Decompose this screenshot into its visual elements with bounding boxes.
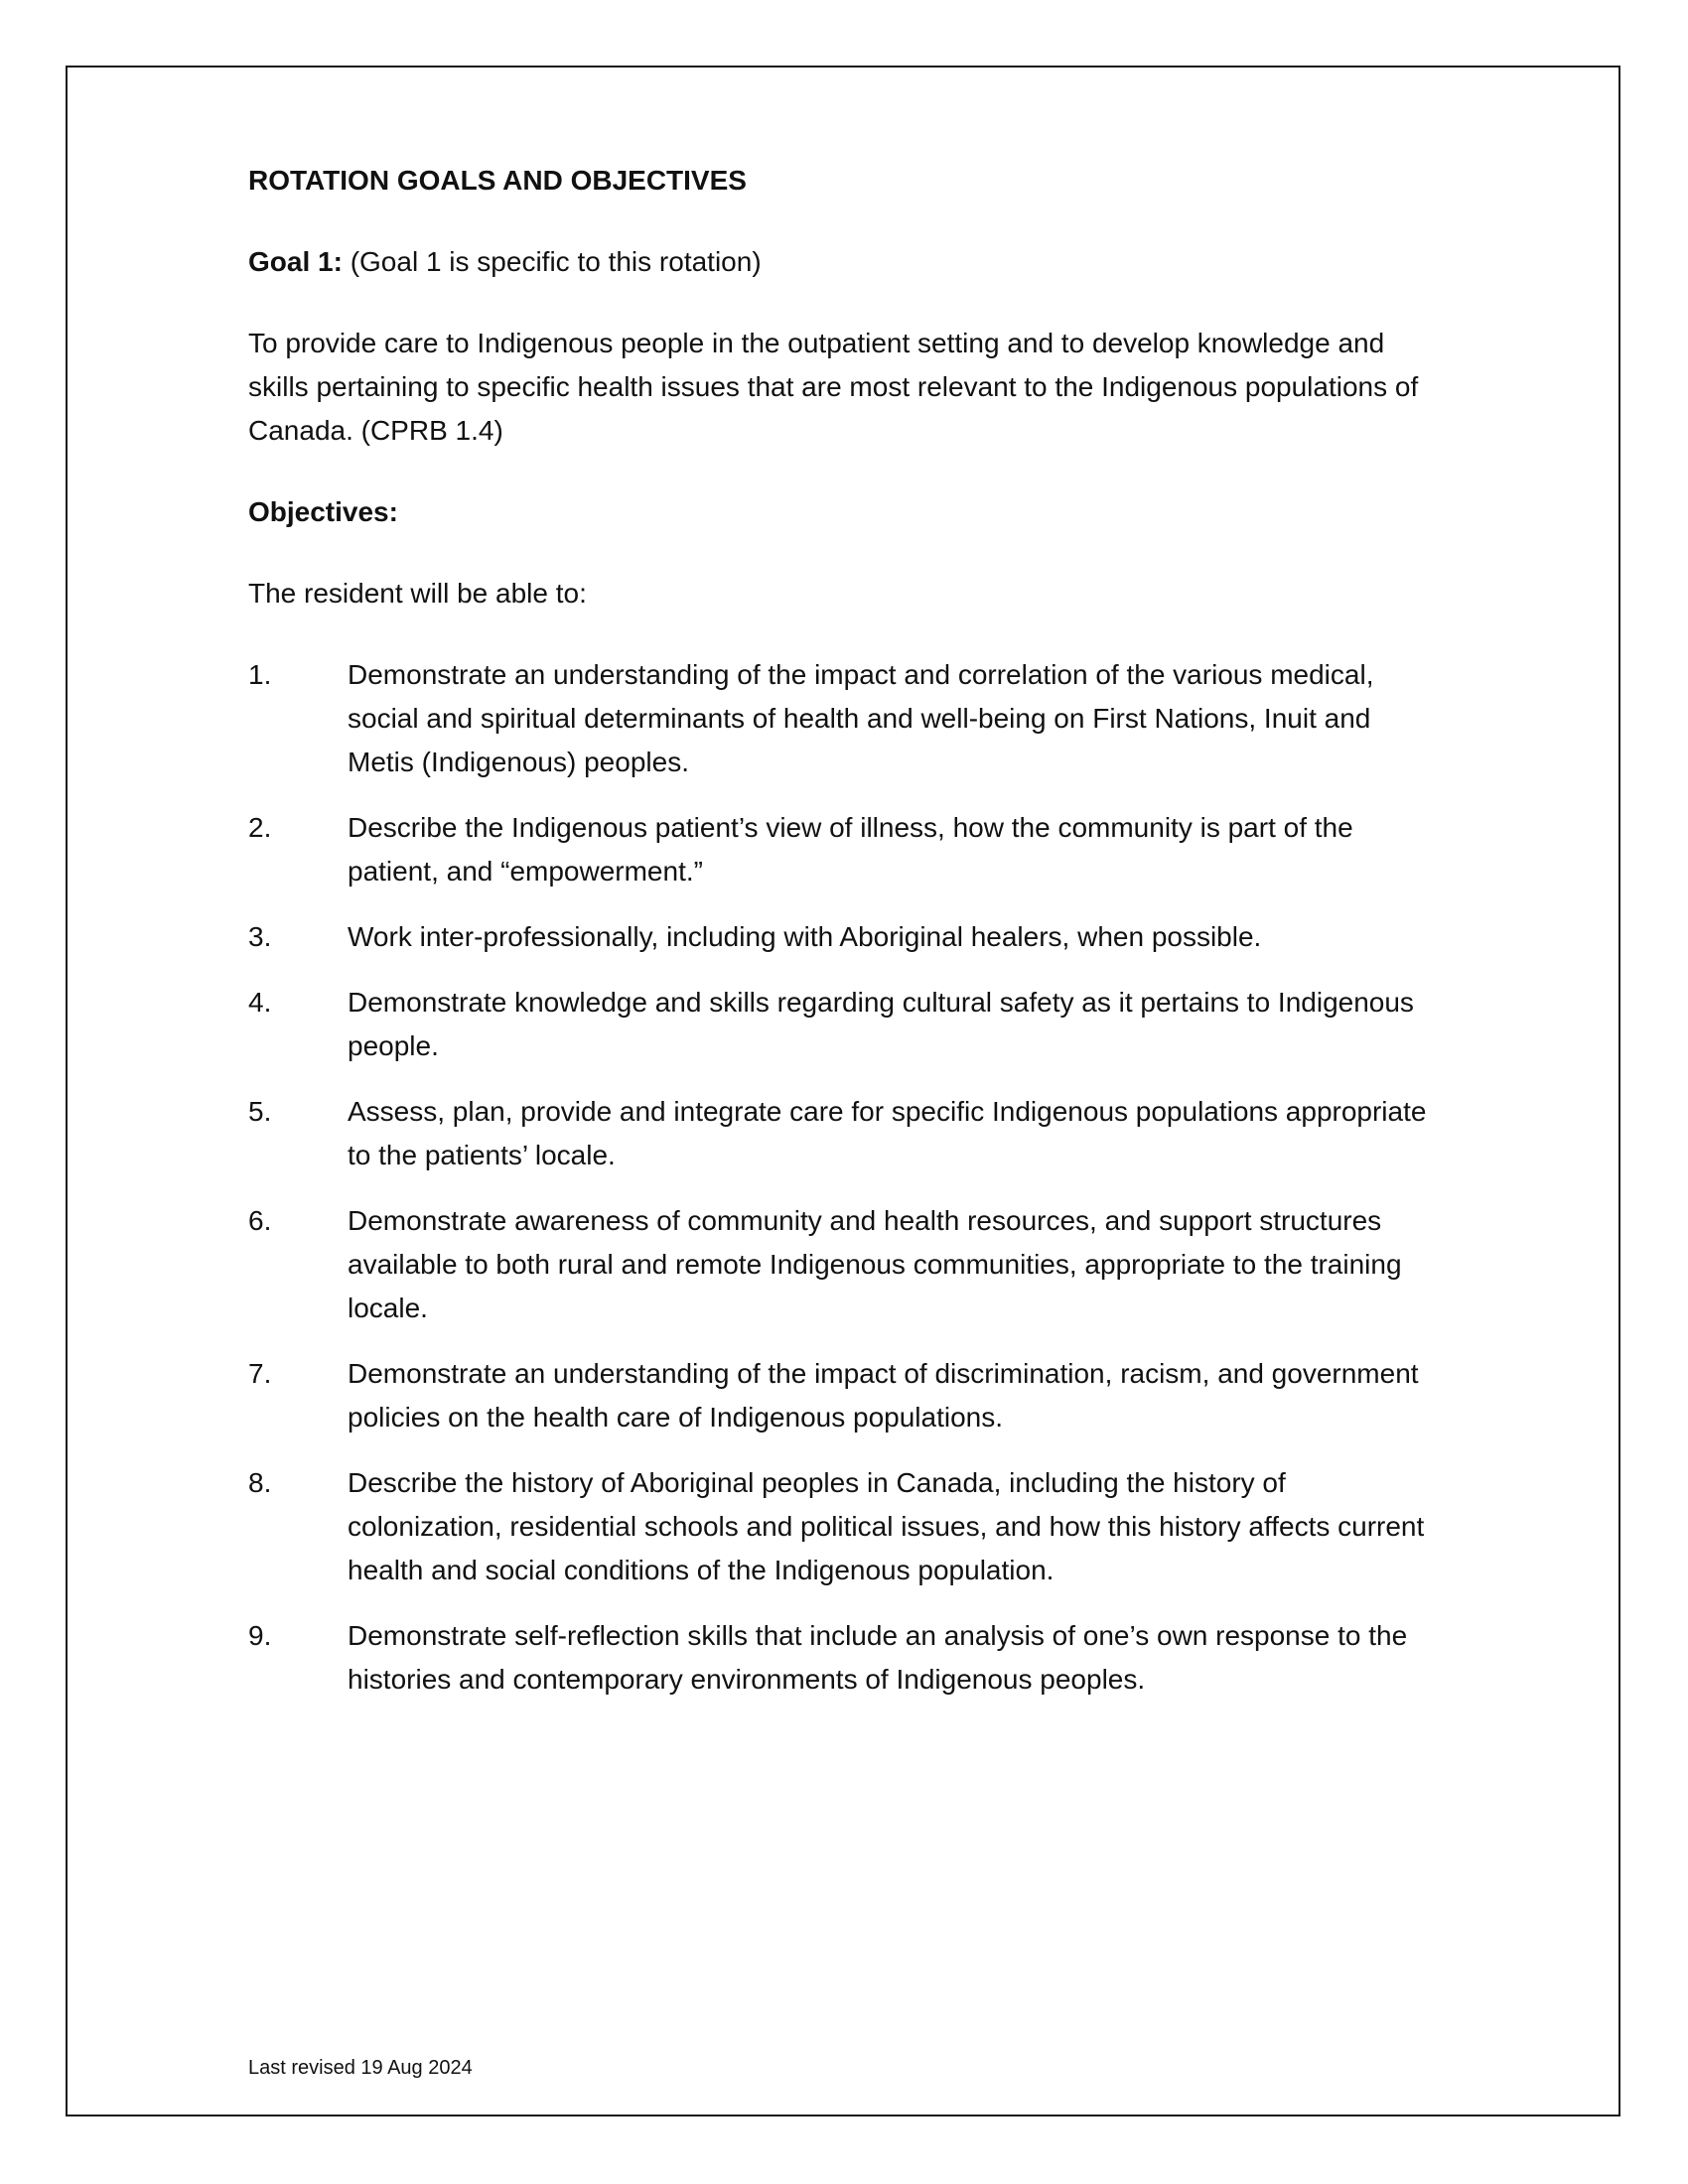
objective-text: Work inter-professionally, including with Aboriginal healers, when possible.: [348, 921, 1262, 952]
objectives-list: [248, 653, 1440, 1702]
objective-item: [248, 915, 1440, 959]
goal-note: (Goal 1 is specific to this rotation): [350, 246, 762, 277]
objective-number: 3.: [248, 921, 272, 952]
objective-text: Demonstrate an understanding of the impact and correlation of the various medical, social and spiritual determinants of health and well-being on First Nations, Inuit and Metis (Indigenous) peoples.: [348, 659, 1374, 777]
objective-number: 9.: [248, 1620, 272, 1651]
objective-text: Demonstrate knowledge and skills regarding cultural safety as it pertains to Indigenous people.: [348, 987, 1414, 1061]
objective-item: [248, 1614, 1440, 1702]
objective-item: [248, 1352, 1440, 1439]
objective-item: [248, 981, 1440, 1068]
objective-number: 6.: [248, 1205, 272, 1236]
page-title: ROTATION GOALS AND OBJECTIVES: [248, 165, 747, 196]
objective-number: 2.: [248, 812, 272, 843]
objective-text: Describe the history of Aboriginal peoples in Canada, including the history of colonization, residential schools and political issues, and how this history affects current health and social conditions of the Indigenous population.: [348, 1467, 1425, 1585]
objective-text: Demonstrate awareness of community and health resources, and support structures available to both rural and remote Indigenous communities, appropriate to the training locale.: [348, 1205, 1402, 1323]
objective-number: 1.: [248, 659, 272, 690]
objective-number: 7.: [248, 1358, 272, 1389]
objective-text: Assess, plan, provide and integrate care for specific Indigenous populations appropriate to the patients’ locale.: [348, 1096, 1427, 1170]
objective-number: 8.: [248, 1467, 272, 1498]
objectives-heading: Objectives:: [248, 496, 398, 527]
objective-number: 4.: [248, 987, 272, 1018]
goal-line: [248, 240, 1440, 284]
objectives-intro: The resident will be able to:: [248, 578, 587, 609]
objective-item: [248, 1461, 1440, 1592]
objective-item: [248, 806, 1440, 893]
goal-description: To provide care to Indigenous people in the outpatient setting and to develop knowledge and skills pertaining to specific health issues that are most relevant to the Indigenous populations of Canada. (CPRB 1.4): [248, 328, 1419, 446]
document-body: [248, 159, 1440, 1723]
objective-text: Describe the Indigenous patient’s view of illness, how the community is part of the patient, and “empowerment.”: [348, 812, 1353, 887]
objective-text: Demonstrate an understanding of the impact of discrimination, racism, and government policies on the health care of Indigenous populations.: [348, 1358, 1419, 1433]
objective-number: 5.: [248, 1096, 272, 1127]
objective-item: [248, 1199, 1440, 1330]
goal-label: Goal 1:: [248, 246, 343, 277]
objective-item: [248, 1090, 1440, 1177]
objective-item: [248, 653, 1440, 784]
revision-footer: Last revised 19 Aug 2024: [248, 2057, 473, 2079]
objective-text: Demonstrate self-reflection skills that include an analysis of one’s own response to the histories and contemporary environments of Indigenous peoples.: [348, 1620, 1408, 1695]
